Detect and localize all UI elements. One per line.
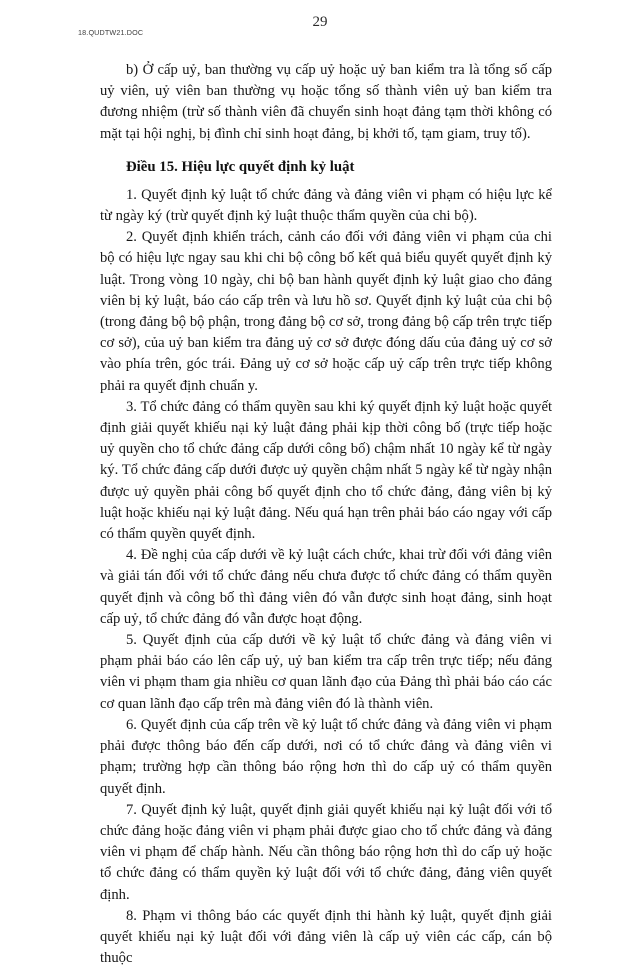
- clause-2: 2. Quyết định khiển trách, cảnh cáo đối với đảng viên vi phạm của chi bộ có hiệu lực ngay sau khi chi bộ công bố kết quả biểu quyết quyết định kỷ luật. Trong vòng 10 ngày, chi bộ ban hành quyết định kỷ luật giao cho đảng viên bị kỷ luật, báo cáo cấp trên và lưu hồ sơ. Quyết định kỷ luật của chi bộ (trong đảng bộ bộ phận, trong đảng bộ cơ sở, trong đảng bộ cấp trên trực tiếp cơ sở), của uỷ ban kiểm tra đảng uỷ cơ sở được đóng dấu của đảng uỷ cơ sở vào phía trên, góc trái. Đảng uỷ cơ sở hoặc cấp uỷ cấp trên trực tiếp không phải ra quyết định chuẩn y.: [100, 229, 552, 394]
- clause-3: 3. Tổ chức đảng có thẩm quyền sau khi ký quyết định kỷ luật hoặc quyết định giải quyết khiếu nại kỷ luật đảng phải kịp thời công bố (trực tiếp hoặc uỷ quyền cho tổ chức đảng cấp dưới công bố) chậm nhất 10 ngày kể từ ngày ký. Tổ chức đảng cấp dưới được uỷ quyền chậm nhất 5 ngày kể từ ngày nhận được uỷ quyền phải công bố quyết định cho tổ chức đảng, đảng viên bị kỷ luật hoặc khiếu nại kỷ luật đảng. Nếu quá hạn trên phải báo cáo ngay với cấp có thẩm quyền quyết định.: [100, 398, 552, 543]
- clause-1: 1. Quyết định kỷ luật tổ chức đảng và đảng viên vi phạm có hiệu lực kể từ ngày ký (trừ quyết định kỷ luật thuộc thẩm quyền của chi bộ).: [100, 186, 552, 225]
- clause-8: 8. Phạm vi thông báo các quyết định thi hành kỷ luật, quyết định giải quyết khiếu nại kỷ luật đối với đảng viên là cấp uỷ viên các cấp, cán bộ thuộc: [100, 907, 552, 967]
- page-header: [0, 0, 640, 52]
- clause-5: 5. Quyết định của cấp dưới về kỷ luật tổ chức đảng và đảng viên vi phạm phải báo cáo lên cấp uỷ, uỷ ban kiểm tra cấp trên trực tiếp; nếu đảng viên vi phạm tham gia nhiều cơ quan lãnh đạo của Đảng thì phải báo cáo các cơ quan lãnh đạo cấp trên mà đảng viên đó là thành viên.: [100, 632, 552, 712]
- page-number: 29: [312, 14, 328, 30]
- clause-7: 7. Quyết định kỷ luật, quyết định giải quyết khiếu nại kỷ luật đối với tổ chức đảng hoặc đảng viên vi phạm phải được giao cho tổ chức đảng và đảng viên vi phạm để chấp hành. Nếu cần thông báo rộng hơn thì do cấp uỷ hoặc tổ chức đảng có thẩm quyền kỷ luật đối với tổ chức đảng, đảng viên quyết định.: [100, 801, 552, 903]
- clause-4: 4. Đề nghị của cấp dưới về kỷ luật cách chức, khai trừ đối với đảng viên và giải tán đối với tổ chức đảng nếu chưa được tổ chức đảng có thẩm quyền quyết định và công bố thì đảng viên đó vẫn được sinh hoạt đảng, sinh hoạt cấp uỷ, tổ chức đảng đó vẫn được hoạt động.: [100, 547, 552, 627]
- document-body: [100, 60, 552, 969]
- paragraph-b: b) Ở cấp uỷ, ban thường vụ cấp uỷ hoặc uỷ ban kiểm tra là tổng số cấp uỷ viên, uỷ viên ban thường vụ hoặc tổng số thành viên uỷ ban kiểm tra đương nhiệm (trừ số thành viên đã chuyển sinh hoạt đảng tạm thời không có mặt tại hội nghị, bị đình chỉ sinh hoạt đảng, bị khởi tố, tạm giam, truy tố).: [100, 62, 552, 142]
- clause-6: 6. Quyết định của cấp trên về kỷ luật tổ chức đảng và đảng viên vi phạm phải được thông báo đến cấp dưới, nơi có tổ chức đảng và đảng viên vi phạm; trường hợp cần thông báo rộng hơn thì do cấp uỷ có thẩm quyền quyết định.: [100, 716, 552, 797]
- document-code-label: 18.QUDTW21.DOC: [78, 28, 144, 37]
- article-heading-15: Điều 15. Hiệu lực quyết định kỷ luật: [126, 158, 355, 175]
